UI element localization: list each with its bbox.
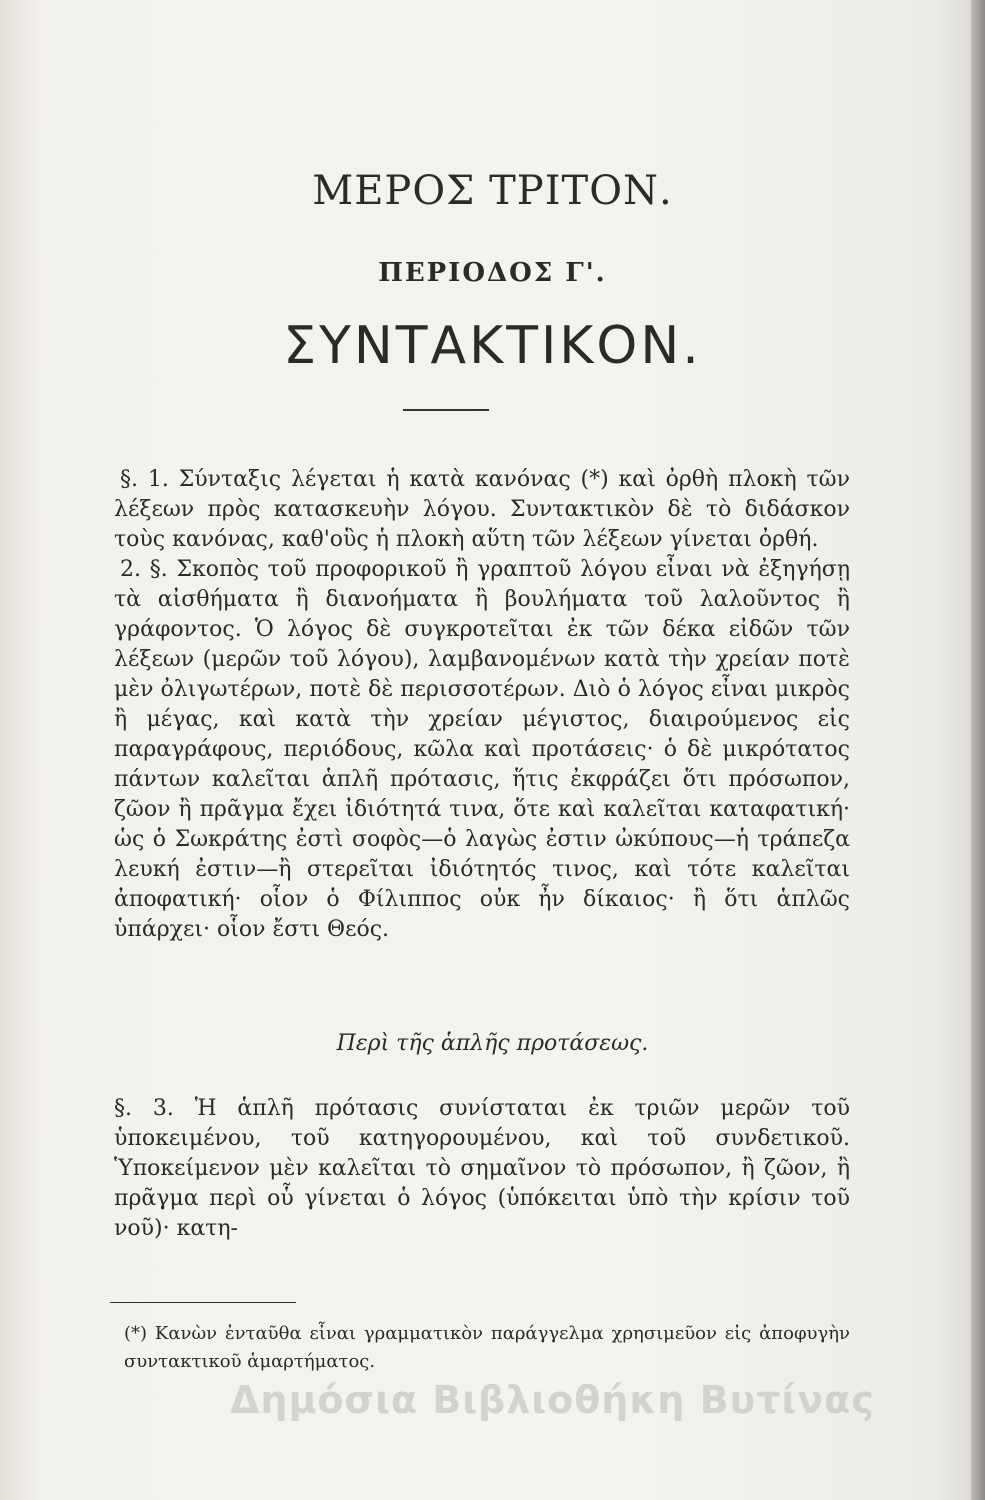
paragraph-2: 2. §. Σκοπὸς τοῦ προφορικοῦ ἢ γραπτοῦ λόγου εἶναι νὰ ἐξηγήσῃ τὰ αἰσθήματα ἢ διανοήματα ἢ βουλήματα τοῦ λαλοῦντος ἢ γράφοντος. Ὁ λόγος δὲ συγκροτεῖται ἐκ τῶν δέκα εἰδῶν τῶν λέξεων (μερῶν τοῦ λόγου), λαμβανομένων κατὰ τὴν χρείαν ποτὲ μὲν ὀλιγωτέρων, ποτὲ δὲ περισσοτέρων. Διὸ ὁ λόγος εἶναι μικρὸς ἢ μέγας, καὶ κατὰ τὴν χρείαν μέγιστος, διαιρούμενος εἰς παραγράφους, περιόδους, κῶλα καὶ προτάσεις· ὁ δὲ μικρότατος πάντων καλεῖται ἁπλῆ πρότασις, ἥτις ἐκφράζει ὅτι πρόσωπον, ζῶον ἢ πρᾶγμα ἔχει ἰδιότητά τινα, ὅτε καὶ καλεῖται καταφατική· ὡς ὁ Σωκράτης ἐστὶ σοφὸς—ὁ λαγὼς ἐστιν ὠκύπους—ἡ τράπεζα λευκή ἐστιν—ἢ στερεῖται ἰδιότητός τινος, καὶ τότε καλεῖται ἀποφατική· οἷον ὁ Φίλιππος οὐκ ἦν δίκαιος· ἢ ὅτι ἁπλῶς ὑπάρχει· οἷον ἔστι Θεός. (114, 557, 850, 942)
footnote-divider (110, 1302, 296, 1303)
period-title: ΠΕΡΙΟΔΟΣ Γ'. (378, 258, 607, 288)
main-text (114, 465, 850, 945)
library-watermark: Δημόσια Βιβλιοθήκη Βυτίνας (230, 1378, 875, 1422)
footnote: (*) Κανὼν ἐνταῦθα εἶναι γραμματικὸν παράγγελμα χρησιμεῦον εἰς ἀποφυγὴν συντακτικοῦ ἁμαρτήματος. (124, 1323, 850, 1372)
paragraph-1: §. 1. Σύνταξις λέγεται ἡ κατὰ κανόνας (*) καὶ ὀρθὴ πλοκὴ τῶν λέξεων πρὸς κατασκευὴν λόγου. Συντακτικὸν δὲ τὸ διδάσκον τοὺς κανόνας, καθ'οὓς ἡ πλοκὴ αὕτη τῶν λέξεων γίνεται ὀρθή. (114, 467, 850, 552)
book-spine-edge (971, 0, 985, 1500)
paragraph-3: §. 3. Ἡ ἁπλῆ πρότασις συνίσταται ἐκ τριῶν μερῶν τοῦ ὑποκειμένου, τοῦ κατηγορουμένου, καὶ τοῦ συνδετικοῦ. Ὑποκείμενον μὲν καλεῖται τὸ σημαῖνον τὸ πρόσωπον, ἢ ζῶον, ἢ πρᾶγμα περὶ οὗ γίνεται ὁ λόγος (ὑπόκειται ὑπὸ τὴν κρίσιν τοῦ νοῦ)· κατη- (114, 1096, 850, 1241)
section-title: ΣΥΝΤΑΚΤΙΚΟΝ. (283, 316, 702, 376)
title-divider (403, 409, 489, 411)
part-title: ΜΕΡΟΣ ΤΡΙΤΟΝ. (312, 168, 673, 214)
subheading: Περὶ τῆς ἁπλῆς προτάσεως. (336, 1031, 649, 1056)
